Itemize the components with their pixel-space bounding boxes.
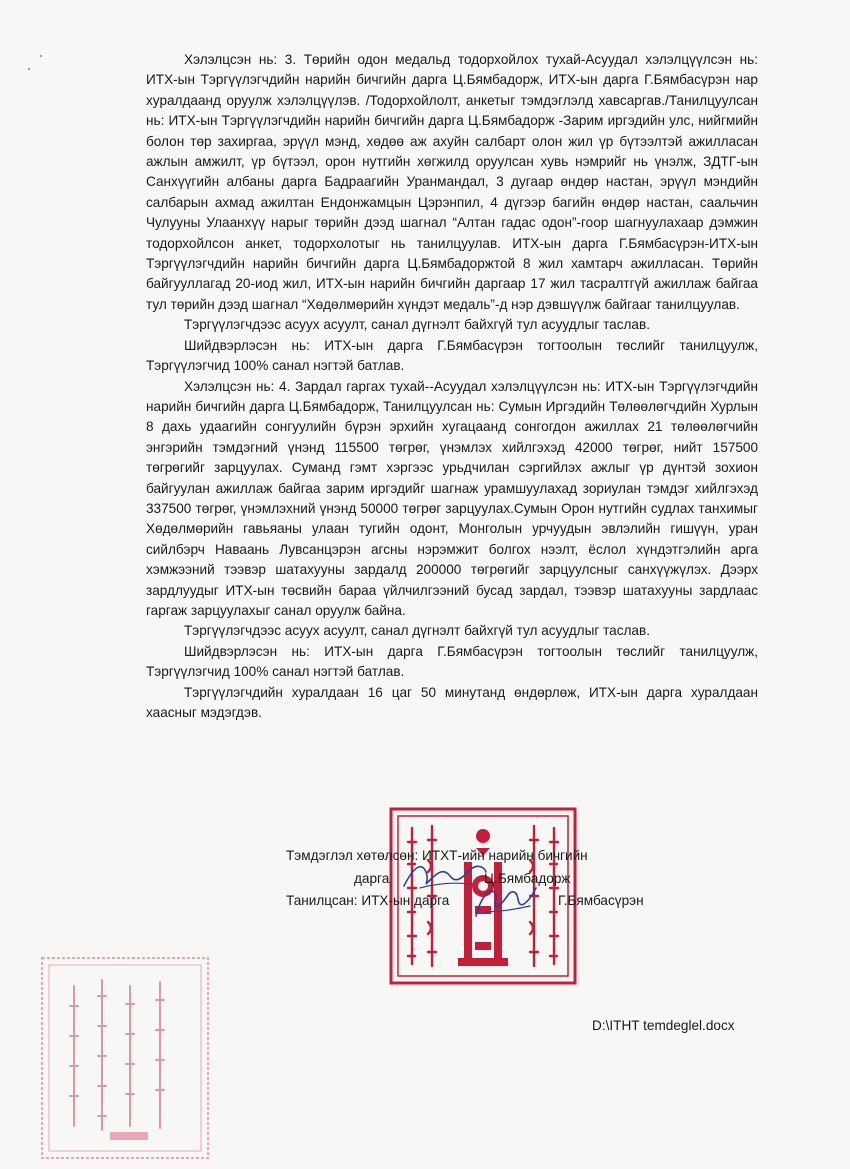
reviewer-label: Танилцсан: ИТХ-ын дарга [286, 893, 450, 908]
paragraph-resolution-4: Шийдвэрлэсэн нь: ИТХ-ын дарга Г.Бямбасүрэн тогтоолын төслийг танилцуулж, Тэргүүлэгчид 100% санал нэгтэй батлав. [146, 643, 758, 680]
paragraph-closing: Тэргүүлэгчдийн хуралдаан 16 цаг 50 минутанд өндөрлөж, ИТХ-ын дарга хуралдаан хаасныг мэдэгдэв. [146, 684, 758, 720]
scan-speck [28, 68, 30, 70]
recorder-label: Тэмдэглэл хөтөлсөн: ИТХТ-ийн нарийн бичгийн [286, 848, 588, 863]
paragraph-questions-4: Тэргүүлэгчдээс асуух асуулт, санал дүгнэлт байхгүй тул асуудлыг таслав. [184, 623, 650, 639]
reviewer-name: Г.Бямбасүрэн [558, 893, 644, 908]
paragraph-agenda-3: Хэлэлцсэн нь: 3. Төрийн одон медальд тодорхойлох тухай-Асуудал хэлэлцүүлсэн нь: ИТХ-ын Тэргүүлэгчдийн нарийн бичгийн дарга Ц.Бямбадорж, ИТХ-ын дарга Г.Бямбасүрэн нар хуралдаанд оруулж хэлэлцүүлэв. /Тодорхойлолт, анкетыг тэмдэглэлд хавсаргав./Танилцуулсан нь: ИТХ-ын Тэргүүлэгчдийн нарийн бичгийн дарга Ц.Бямбадорж -Зарим иргэдийн улс, нийгмийн болон төр захиргаа, эрүүл мэнд, хөдөө аж ахуйн салбарт олон жил үр бүтээлтэй ажилласан ажлын амжилт, үр бүтээл, орон нутгийн хөгжилд оруулсан хувь нэмрийг нь үнэлж, ЗДТГ-ын Санхүүгийн албаны дарга Бадраагийн Уранмандал, 3 дугаар өндөр настан, эрүүл мэндийн салбарын ахмад ажилтан Ендонжамцын Цэрэнпил, 4 дүгээр багийн өндөр настан, саальчин Чулууны Улаанхүү нарыг төрийн дээд шагнал “Алтан гадас одон”-гоор шагнуулахаар дэмжин тодорхойлсон анкет, тодорхолотыг нь танилцуулав. ИТХ-ын дарга Г.Бямбасүрэн-ИТХ-ын Тэргүүлэгчдийн нарийн бичгийн дарга Ц.Бямбадоржтой 8 жил хамтарч ажилласан. Төрийн байгууллагад 20-иод жил, ИТХ-ын нарийн бичгийн даргаар 17 жил тасралтгүй ажиллаж байгаа тул төрийн дээд шагнал “Хөдөлмөрийн хүндэт медаль”-д нэр дэвшүүлж байгааг танилцуулав. [146, 52, 758, 312]
paragraph-agenda-4: Хэлэлцсэн нь: 4. Зардал гаргах тухай--Асуудал хэлэлцүүлсэн нь: ИТХ-ын Тэргүүлэгчдийн нарийн бичгийн дарга Ц.Бямбадорж, Танилцуулсан нь: Сумын Иргэдийн Төлөөлөгчдийн Хурлын 8 дахь удаагийн сонгуулийн бүрэн эрхийн хугацаанд сонгогдон ажиллах 21 төлөөлөгчийн энгэрийн тэмдэгний үнэнд 115500 төгрөг, үнэмлэх хийлгэхэд 42000 төгрөг, нийт 157500 төгрөгийг зарцуулах. Суманд гэмт хэргээс урьдчилан сэргийлэх ажлыг үр дүнтэй зохион байгуулан ажиллаж байгаа зарим иргэдийг шагнаж урамшуулахад зориулан тэмдэг хийлгэхэд 337500 төгрөг, үнэмлэхний үнэнд 50000 төгрөг зарцуулах.Сумын Орон нутгийн судлах танхимыг Хөдөлмөрийн гавьяаны улаан тугийн одонт, Монголын урчуудын эвлэлийн гишүүн, уран сийлбэрч Наваань Лувсанцэрэн агсны нэрэмжит болгох нээлт, ёслол хүндэтгэлийн арга хэмжээний тээвэр шатахууны зардалд 200000 төгрөгийг зарцуулсныг санхүүжүлэх. Дээрх зардлуудыг ИТХ-ын төсвийн бараа үйлчилгээний бусад зардал, тээвэр шатахууны зардлаас гаргаж зарцуулахыг санал оруулж байна. [146, 378, 758, 618]
recorder-title: дарга [354, 871, 390, 886]
recorder-name: Ц.Бямбадорж [484, 871, 571, 886]
scan-speck [40, 55, 42, 57]
paragraph-questions-3: Тэргүүлэгчдээс асуух асуулт, санал дүгнэлт байхгүй тул асуудлыг таслав. [184, 317, 650, 333]
minutes-body [146, 50, 758, 723]
file-path-footer: D:\ITHT temdeglel.docx [592, 1018, 735, 1033]
paragraph-resolution-3: Шийдвэрлэсэн нь: ИТХ-ын дарга Г.Бямбасүрэн тогтоолын төслийг танилцуулж, Тэргүүлэгчид 100% санал нэгтэй батлав. [146, 337, 758, 374]
faint-stamp-image [40, 956, 210, 1160]
